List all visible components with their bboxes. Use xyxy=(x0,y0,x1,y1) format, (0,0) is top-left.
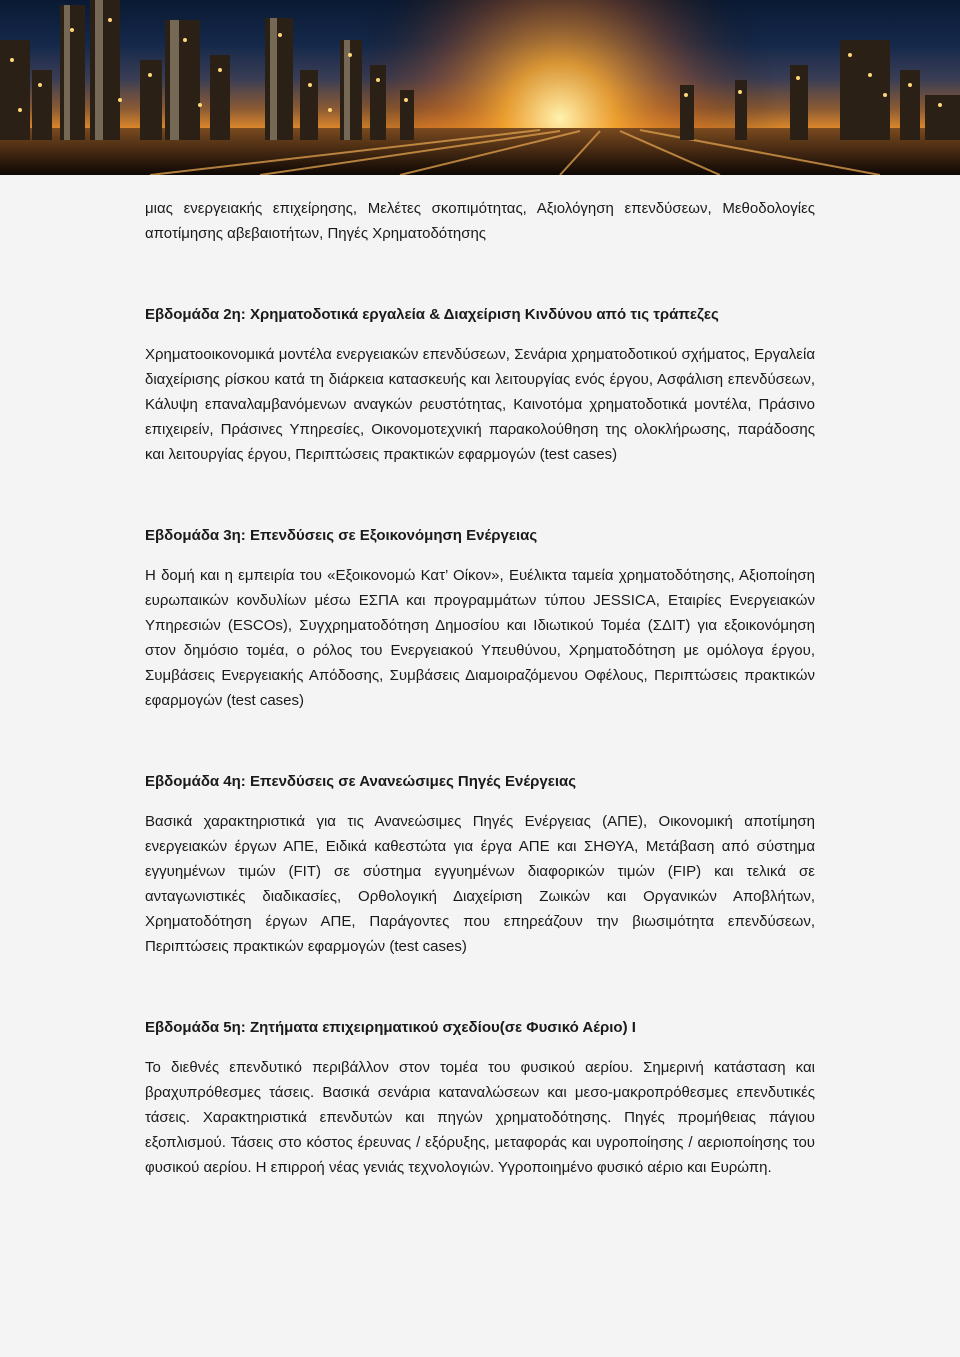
week-2-heading: Εβδομάδα 2η: Χρηματοδοτικά εργαλεία & Διαχείριση Κινδύνου από τις τράπεζες xyxy=(145,306,719,323)
week-5-paragraph: Το διεθνές επενδυτικό περιβάλλον στον τομέα του φυσικού αερίου. Σημερινή κατάσταση και βραχυπρόθεσμες τάσεις. Βασικά σενάρια καταναλώσεων και μεσο-μακροπρόθεσμες επενδυτικές τάσεις. Χαρακτηριστικά επενδυτών και πηγών χρηματοδότησης. Πηγές προμήθειας πάγιου εξοπλισμού. Τάσεις στο κόστος έρευνας / εξόρυξης, μεταφοράς και υγροποίησης / αεριοποίησης του φυσικού αερίου. Η επιρροή νέας γενιάς τεχνολογιών. Υγροποιημένο φυσικό αέριο και Ευρώπη. xyxy=(145,1059,815,1176)
header-banner-image xyxy=(0,0,960,175)
week-3-heading: Εβδομάδα 3η: Επενδύσεις σε Εξοικονόμηση Ενέργειας xyxy=(145,527,538,544)
document-body xyxy=(145,196,815,1180)
week-5-heading: Εβδομάδα 5η: Ζητήματα επιχειρηματικού σχεδίου(σε Φυσικό Αέριο) Ι xyxy=(145,1019,636,1036)
week-4-heading: Εβδομάδα 4η: Επενδύσεις σε Ανανεώσιμες Πηγές Ενέργειας xyxy=(145,773,577,790)
week-4-paragraph: Βασικά χαρακτηριστικά για τις Ανανεώσιμες Πηγές Ενέργειας (ΑΠΕ), Οικονομική αποτίμηση ενεργειακών έργων ΑΠΕ, Ειδικά καθεστώτα για έργα ΑΠΕ και ΣΗΘΥΑ, Μετάβαση από σύστημα εγγυημένων τιμών (FIT) σε σύστημα εγγυημένων διαφορικών τιμών (FIP) και τελικά σε ανταγωνιστικές διαδικασίες, Ορθολογική Διαχείριση Ζωικών και Οργανικών Αποβλήτων, Χρηματοδότηση έργων ΑΠΕ, Παράγοντες που επηρεάζουν την βιωσιμότητα επενδύσεων, Περιπτώσεις πρακτικών εφαρμογών (test cases) xyxy=(145,813,815,955)
intro-paragraph: μιας ενεργειακής επιχείρησης, Μελέτες σκοπιμότητας, Αξιολόγηση επενδύσεων, Μεθοδολογίες αποτίμησης αβεβαιοτήτων, Πηγές Χρηματοδότησης xyxy=(145,200,815,242)
week-2-paragraph: Χρηματοοικονομικά μοντέλα ενεργειακών επενδύσεων, Σενάρια χρηματοδοτικού σχήματος, Εργαλεία διαχείρισης ρίσκου κατά τη διάρκεια κατασκευής και λειτουργίας ενός έργου, Ασφάλιση επενδύσεων, Κάλυψη επαναλαμβανόμενων αναγκών ρευστότητας, Καινοτόμα χρηματοδοτικά μοντέλα, Πράσινο επιχειρείν, Πράσινες Υπηρεσίες, Οικονομοτεχνική παρακολούθηση της ολοκλήρωσης, παράδοσης και λειτουργίας έργου, Περιπτώσεις πρακτικών εφαρμογών (test cases) xyxy=(145,346,815,463)
week-3-paragraph: Η δομή και η εμπειρία του «Εξοικονομώ Κατ’ Οίκον», Ευέλικτα ταμεία χρηματοδότησης, Αξιοποίηση ευρωπαικών κονδυλίων μέσω ΕΣΠΑ και προγραμμάτων τύπου JESSICA, Εταιρίες Ενεργειακών Υπηρεσιών (ESCOs), Συγχρηματοδότηση Δημοσίου και Ιδιωτικού Τομέα (ΣΔΙΤ) για εξοικονόμηση στον δημόσιο τομέα, ο ρόλος του Ενεργειακού Υπευθύνου, Χρηματοδότηση με ομόλογα έργου, Συμβάσεις Ενεργειακής Απόδοσης, Συμβάσεις Διαμοιραζόμενου Οφέλους, Περιπτώσεις πρακτικών εφαρμογών (test cases) xyxy=(145,567,815,709)
